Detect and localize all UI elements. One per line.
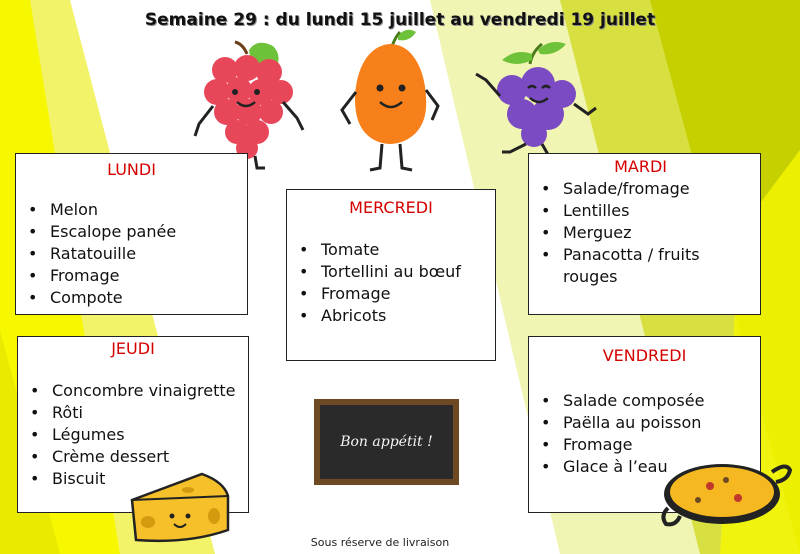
day-heading-mardi: MARDI (614, 157, 667, 176)
day-card-mardi (528, 153, 761, 315)
menu-item: • Rôti (52, 402, 248, 424)
menu-list-lundi (16, 199, 247, 309)
delivery-note: Sous réserve de livraison (310, 536, 450, 549)
chalkboard-text: Bon appétit ! (320, 405, 453, 479)
menu-item: • Salade/fromage (563, 178, 750, 200)
menu-item: • Fromage (563, 434, 760, 456)
day-heading-jeudi: JEUDI (111, 339, 155, 358)
menu-item: • Ratatouille (50, 243, 247, 265)
menu-item: • Paëlla au poisson (563, 412, 760, 434)
menu-item: • Crème dessert (52, 446, 248, 468)
menu-item: • Tomate (321, 239, 495, 261)
day-heading-lundi: LUNDI (107, 160, 156, 179)
cheese-character-icon (128, 470, 232, 546)
menu-list-mardi (529, 178, 760, 288)
menu-list-mercredi (287, 239, 495, 327)
day-card-lundi (15, 153, 248, 315)
menu-item: • Salade composée (563, 390, 760, 412)
menu-item: • Melon (50, 199, 247, 221)
menu-item: • Concombre vinaigrette (52, 380, 248, 402)
blueberry-character-icon (472, 34, 602, 164)
week-title: Semaine 29 : du lundi 15 juillet au vendredi 19 juillet (144, 10, 656, 30)
menu-item: • Légumes (52, 424, 248, 446)
menu-item: • Compote (50, 287, 247, 309)
grape-character-icon (195, 40, 305, 170)
day-heading-mercredi: MERCREDI (349, 198, 433, 217)
menu-item: • Fromage (321, 283, 495, 305)
menu-item: • Biscuit (52, 468, 248, 490)
paella-pan-icon (660, 450, 792, 530)
mango-character-icon (340, 28, 440, 178)
menu-item: • Glace à l’eau (563, 456, 760, 478)
menu-item: • Fromage (50, 265, 247, 287)
menu-item: • Escalope panée (50, 221, 247, 243)
menu-item: • Abricots (321, 305, 495, 327)
menu-item: • Panacotta / fruits rouges (563, 244, 733, 288)
menu-item: • Tortellini au bœuf (321, 261, 495, 283)
day-heading-vendredi: VENDREDI (602, 346, 687, 365)
menu-item: • Merguez (563, 222, 750, 244)
menu-item: • Lentilles (563, 200, 750, 222)
day-card-mercredi (286, 189, 496, 361)
chalkboard (314, 399, 459, 485)
